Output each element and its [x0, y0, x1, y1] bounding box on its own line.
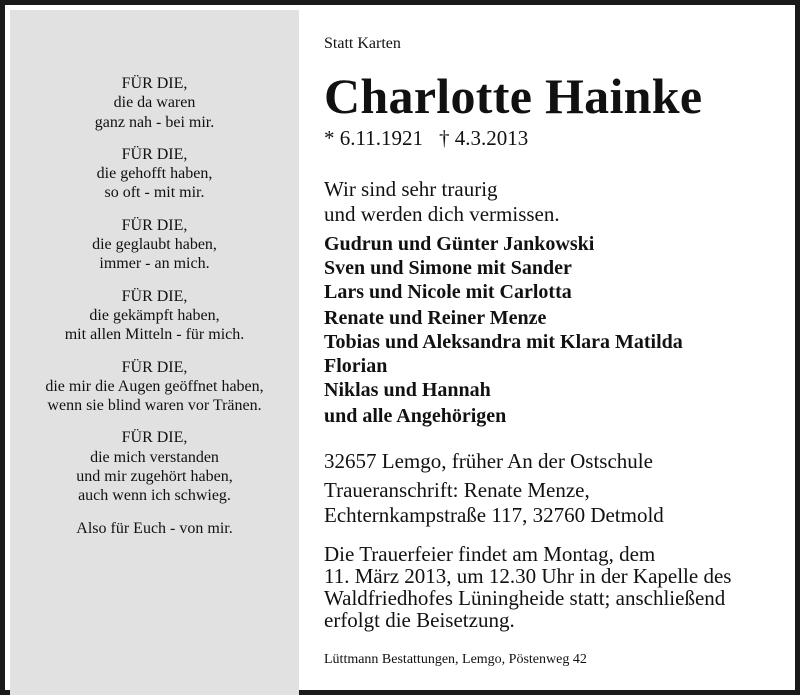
undertaker-credit: Lüttmann Bestattungen, Lemgo, Pöstenweg 42	[324, 652, 587, 667]
poem	[10, 74, 299, 538]
mourner-name: Lars und Nicole mit Carlotta	[324, 281, 572, 303]
poem-closing-line: Also für Euch - von mir.	[76, 519, 233, 537]
poem-stanza	[10, 74, 299, 132]
preheading: Statt Karten	[324, 35, 401, 52]
poem-line: FÜR DIE,	[121, 358, 188, 376]
poem-line: die da waren	[113, 94, 196, 112]
poem-line: FÜR DIE,	[121, 75, 188, 92]
mourner-name: Gudrun und Günter Jankowski	[324, 233, 595, 255]
poem-line: und mir zugehört haben,	[76, 468, 233, 486]
birth-date: * 6.11.1921	[324, 126, 423, 150]
poem-line: so oft - mit mir.	[104, 184, 205, 202]
poem-stanza	[10, 145, 299, 203]
poem-line: ganz nah - bei mir.	[94, 113, 215, 131]
mourners-group	[324, 232, 794, 304]
poem-line: auch wenn ich schwieg.	[78, 487, 231, 505]
poem-stanza	[10, 428, 299, 505]
motto-line: und werden dich vermissen.	[324, 202, 560, 226]
poem-line: die mich verstanden	[90, 448, 219, 466]
service-line: Die Trauerfeier findet am Montag, dem	[324, 542, 656, 566]
poem-line: wenn sie blind waren vor Tränen.	[47, 397, 262, 415]
mourner-name: Tobias und Aleksandra mit Klara Matilda	[324, 331, 683, 353]
mourning-address-line: Traueranschrift: Renate Menze,	[324, 478, 590, 502]
poem-line: die gehofft haben,	[96, 165, 213, 183]
deceased-name: Charlotte Hainke	[324, 68, 703, 124]
poem-sidebar	[10, 10, 299, 695]
poem-stanza	[10, 287, 299, 345]
mourners-group	[324, 306, 794, 402]
service-line: erfolgt die Beisetzung.	[324, 608, 515, 632]
relatives: und alle Angehörigen	[324, 405, 507, 427]
service-line: 11. März 2013, um 12.30 Uhr in der Kapelle des	[324, 564, 732, 588]
mourner-name: Florian	[324, 355, 388, 377]
poem-stanza	[10, 216, 299, 274]
mourner-name: Niklas und Hannah	[324, 379, 491, 401]
mourning-address	[324, 478, 794, 528]
poem-line: die mir die Augen geöffnet haben,	[45, 377, 264, 395]
motto-line: Wir sind sehr traurig	[324, 177, 498, 201]
poem-line: die gekämpft haben,	[89, 306, 220, 324]
poem-line: FÜR DIE,	[121, 429, 188, 447]
address: 32657 Lemgo, früher An der Ostschule	[324, 449, 653, 473]
mourner-name: Sven und Simone mit Sander	[324, 257, 572, 279]
motto	[324, 177, 794, 227]
poem-line: FÜR DIE,	[121, 287, 188, 305]
service-line: Waldfriedhofes Lüningheide statt; anschließend	[324, 586, 726, 610]
poem-line: FÜR DIE,	[121, 145, 188, 163]
poem-line: die geglaubt haben,	[92, 236, 217, 254]
poem-line: mit allen Mitteln - für mich.	[64, 326, 245, 344]
poem-line: FÜR DIE,	[121, 216, 188, 234]
poem-stanza	[10, 358, 299, 416]
funeral-service-info	[324, 543, 794, 631]
poem-line: immer - an mich.	[99, 255, 210, 273]
mourning-address-line: Echternkampstraße 117, 32760 Detmold	[324, 503, 664, 527]
death-date: † 4.3.2013	[438, 126, 529, 150]
mourner-name: Renate und Reiner Menze	[324, 307, 547, 329]
life-dates	[324, 126, 528, 151]
